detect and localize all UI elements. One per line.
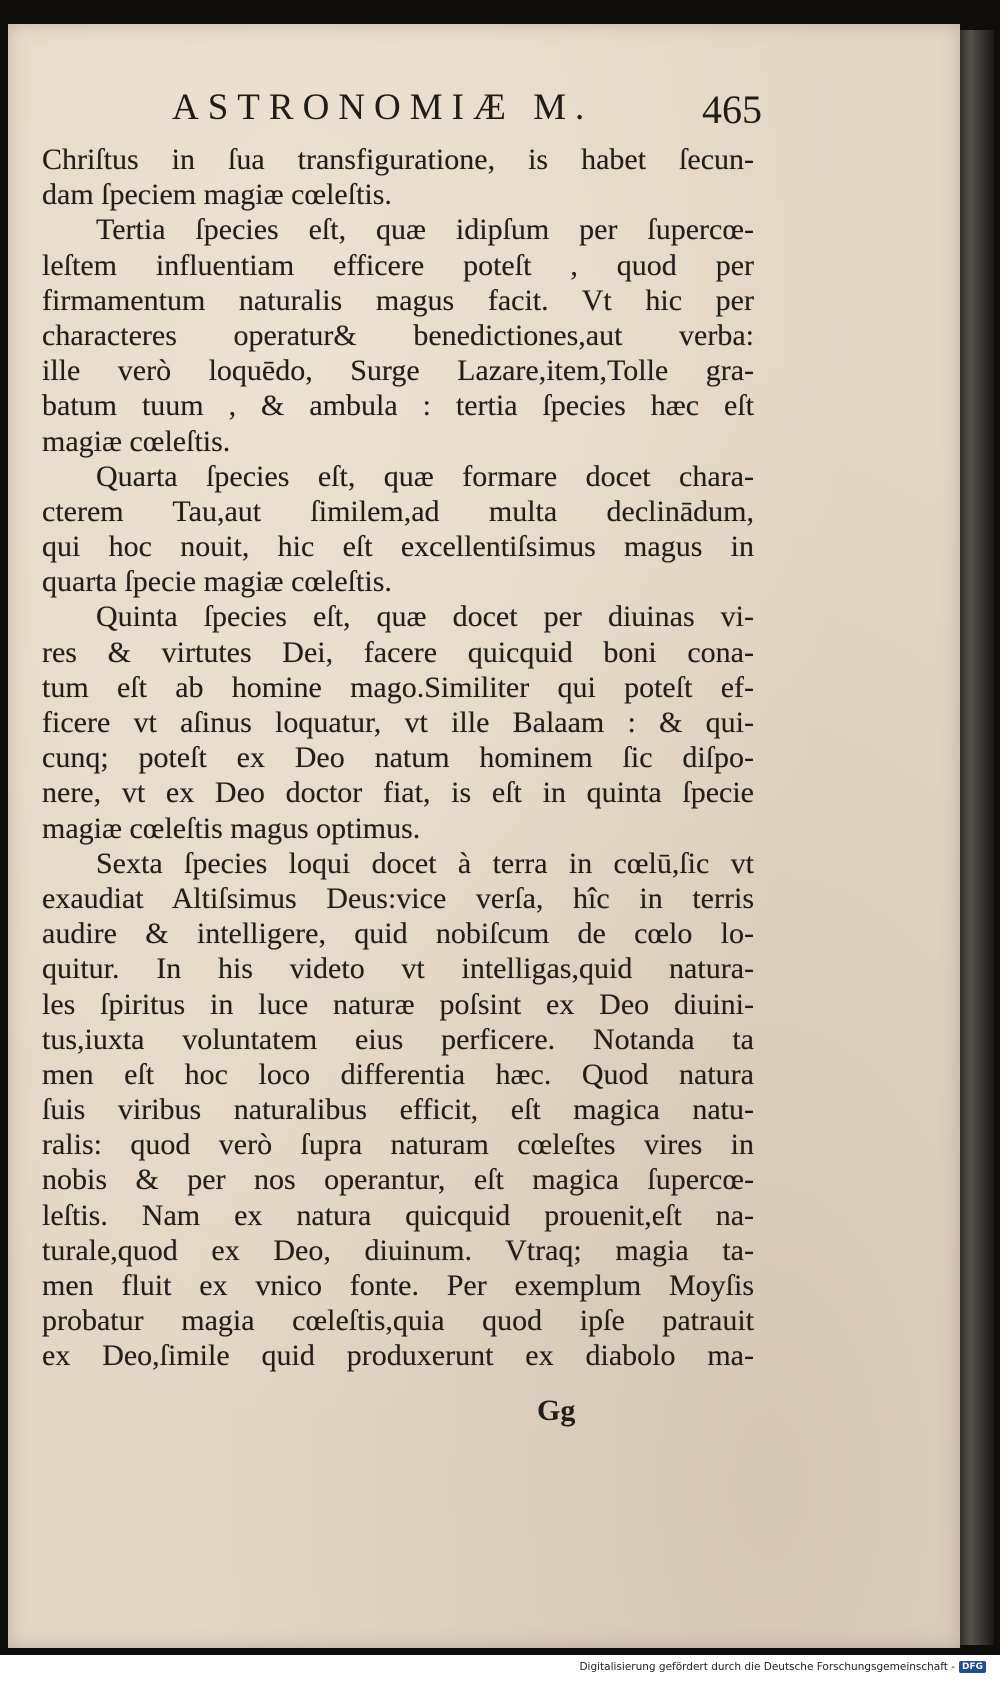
text-line: res & virtutes Dei, facere quicquid boni cona- <box>42 635 754 669</box>
running-title: ASTRONOMIÆ M. <box>172 87 594 128</box>
text-line: nobis & per nos operantur, eſt magica ſupercœ- <box>42 1163 754 1197</box>
text-line: magiæ cœleſtis magus optimus. <box>42 811 421 845</box>
text-line: firmamentum naturalis magus facit. Vt hic per <box>42 283 754 317</box>
text-line: Tertia ſpecies eſt, quæ idipſum per ſupercœ- <box>96 213 754 247</box>
text-line: Chriſtus in ſua transfiguratione, is habet ſecun- <box>42 143 754 176</box>
text-line: probatur magia cœleſtis,quia quod ipſe patrauit <box>42 1304 754 1338</box>
dfg-logo: DFG <box>959 1661 986 1673</box>
digitization-credit <box>579 1661 986 1673</box>
text-line: batum tuum , & ambula : tertia ſpecies hæc eſt <box>42 389 754 423</box>
text-line: Sexta ſpecies loqui docet à terra in cœlū,ſic vt <box>96 846 754 880</box>
text-line: les ſpiritus in luce naturæ poſsint ex Deo diuini- <box>42 987 754 1021</box>
text-line: ille verò loquēdo, Surge Lazare,item,Tolle gra- <box>42 354 754 388</box>
text-line: ſuis viribus naturalibus efficit, eſt magica natu- <box>42 1093 754 1127</box>
text-line: Quarta ſpecies eſt, quæ formare docet chara- <box>96 459 754 493</box>
text-line: men eſt hoc loco differentia hæc. Quod natura <box>42 1057 754 1091</box>
text-line: turale,quod ex Deo, diuinum. Vtraq; magia ta- <box>42 1233 754 1267</box>
text-line: nere, vt ex Deo doctor fiat, is eſt in quinta ſpecie <box>42 776 754 810</box>
text-line: cterem Tau,aut ſimilem,ad multa declinādum, <box>42 494 754 528</box>
text-line: men fluit ex vnico fonte. Per exemplum Moyſis <box>42 1269 754 1302</box>
body-text <box>42 142 754 1374</box>
text-line: leſtem influentiam efficere poteſt , quod per <box>42 248 754 282</box>
text-line: ralis: quod verò ſupra naturam cœleſtes vires in <box>42 1128 754 1162</box>
signature-mark: Gg <box>537 1394 576 1427</box>
text-line: audire & intelligere, quid nobiſcum de cœlo lo- <box>42 917 754 951</box>
text-line: quarta ſpecie magiæ cœleſtis. <box>42 565 392 599</box>
text-line: Quinta ſpecies eſt, quæ docet per diuinas vi- <box>96 600 754 634</box>
text-line: exaudiat Altiſsimus Deus:vice verſa, hîc in terris <box>42 881 754 915</box>
book-edge <box>958 30 994 1645</box>
text-line: qui hoc nouit, hic eſt excellentiſsimus magus in <box>42 530 754 564</box>
credit-text: Digitalisierung gefördert durch die Deutsche Forschungsgemeinschaft - <box>579 1661 955 1673</box>
text-line: characteres operatur& benedictiones,aut verba: <box>42 318 754 352</box>
text-line: tum eſt ab homine mago.Similiter qui poteſt ef- <box>42 670 754 704</box>
text-line: ficere vt aſinus loquatur, vt ille Balaam : & qui- <box>42 706 754 739</box>
page-number: 465 <box>702 87 762 132</box>
text-line: cunq; poteſt ex Deo natum hominem ſic diſpo- <box>42 741 754 775</box>
page-header <box>172 86 762 136</box>
text-line: magiæ cœleſtis. <box>42 424 231 458</box>
text-line: quitur. In his videto vt intelligas,quid natura- <box>42 952 754 986</box>
text-line: leſtis. Nam ex natura quicquid prouenit,eſt na- <box>42 1198 754 1232</box>
text-line: dam ſpeciem magiæ cœleſtis. <box>42 178 392 212</box>
text-line: ex Deo,ſimile quid produxerunt ex diabolo ma- <box>42 1339 754 1373</box>
text-line: tus,iuxta voluntatem eius perficere. Notanda ta <box>42 1022 754 1056</box>
